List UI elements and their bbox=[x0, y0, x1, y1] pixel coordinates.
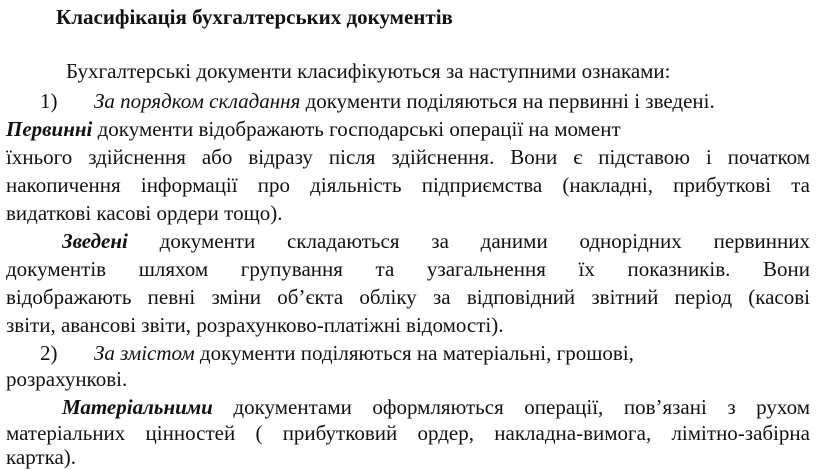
list-item-1 bbox=[6, 88, 810, 114]
list-item-2-continuation: розрахункові. bbox=[6, 367, 128, 391]
primary-text-1: документи відображають господарські операції на момент bbox=[97, 117, 621, 141]
summary-line-1 bbox=[62, 228, 810, 254]
primary-line-3: накопичення інформації про діяльність підприємства (накладні, прибуткові та bbox=[6, 173, 810, 197]
summary-text-1: документи складаються за даними однорідних первинних bbox=[159, 229, 811, 253]
criterion-content: За змістом bbox=[94, 341, 195, 365]
list-item-1-text: документи поділяються на первинні і зведені. bbox=[305, 89, 715, 113]
primary-line-2: їхнього здійснення або відразу після здійснення. Вони є підставою і початком bbox=[6, 145, 810, 169]
material-line-3: картка). bbox=[6, 445, 77, 469]
term-material: Матеріальними bbox=[62, 395, 213, 419]
material-line-2: матеріальних цінностей ( прибутковий ордер, накладна-вимога, лімітно-забірна bbox=[6, 421, 810, 445]
list-number-2: 2) bbox=[40, 341, 58, 365]
summary-line-4: звіти, авансові звіти, розрахунково-платіжні відомості). bbox=[6, 313, 504, 337]
material-line-1 bbox=[62, 394, 810, 420]
primary-line-4: видаткові касові ордери тощо). bbox=[6, 201, 283, 225]
list-item-2 bbox=[6, 340, 810, 366]
primary-line-1 bbox=[6, 116, 810, 142]
intro-paragraph: Бухгалтерські документи класифікуються за наступними ознаками: bbox=[66, 59, 671, 83]
summary-line-3: відображають певні зміни об’єкта обліку за відповідний звітний період (касові bbox=[6, 285, 810, 309]
material-text-1: документами оформляються операції, пов’язані з рухом bbox=[233, 395, 810, 419]
summary-line-2: документів шляхом групування та узагальнення їх показників. Вони bbox=[6, 257, 810, 281]
term-primary: Первинні bbox=[6, 117, 93, 141]
list-number-1: 1) bbox=[40, 89, 58, 113]
term-summary: Зведені bbox=[62, 229, 128, 253]
criterion-order: За порядком складання bbox=[94, 89, 301, 113]
page-title: Класифікація бухгалтерських документів bbox=[56, 5, 453, 29]
list-item-2-text: документи поділяються на матеріальні, грошові, bbox=[199, 341, 634, 365]
